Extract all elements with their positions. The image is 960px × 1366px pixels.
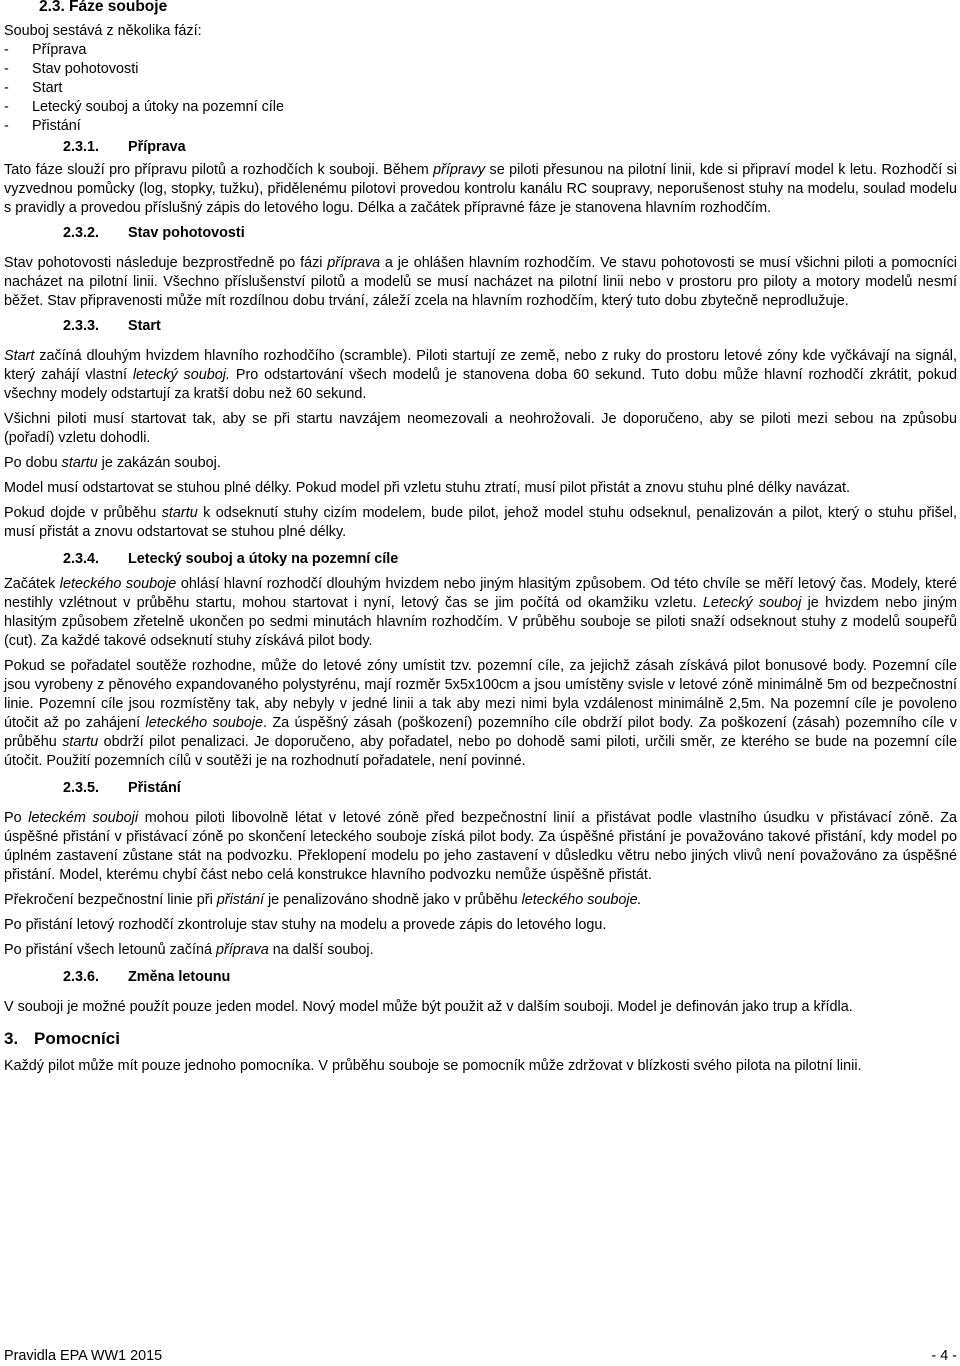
page-footer bbox=[4, 1347, 957, 1366]
subsection-heading-2-3-5: 2.3.5. Přistání bbox=[63, 780, 181, 796]
list-item: - Přistání bbox=[4, 118, 81, 134]
emphasis-text: leteckého souboje. bbox=[521, 892, 642, 908]
emphasis-text: leteckého souboje bbox=[145, 715, 263, 731]
page-number: - 4 - bbox=[931, 1348, 957, 1364]
emphasis-text: příprava bbox=[216, 942, 269, 958]
paragraph: Stav pohotovosti následuje bezprostředně po fázi příprava a je ohlášen hlavním rozhodčím. Ve stavu pohotovosti se musí všichni piloti a pomocníci nacházet na pilotní linii. Všechno příslušenství pilotů a modelů se musí nacházet na pilotní linii nebo v prostoru pro piloty a motory modelů nesmí běžet. Stav připravenosti může mít rozdílnou dobu trvání, záleží zcela na hlavním rozhodčím, který tuto dobu zbytečně neprodlužuje. bbox=[4, 255, 957, 309]
subsection-heading-2-3-6: 2.3.6. Změna letounu bbox=[63, 969, 231, 985]
paragraph: Začátek leteckého souboje ohlásí hlavní rozhodčí dlouhým hvizdem nebo jiným hlasitým způsobem. Od této chvíle se měří letový čas. Modely, které nestihly vzlétnout v průběhu startu, mohou startovat i nyní, letový čas se jim počítá od okamžiku vzletu. Letecký souboj je hvizdem nebo jiným hlasitým způsobem zřetelně ukončen po sedmi minutách hlavním rozhodčím. V průběhu souboje se piloti snaží odseknout stuhy z modelů soupeřů (cut). Za každé takové odseknutí stuhy získává pilot body. bbox=[4, 576, 958, 649]
emphasis-text: startu bbox=[161, 505, 198, 521]
section-heading-2-3 bbox=[4, 0, 957, 16]
subsection-heading-2-3-2: 2.3.2. Stav pohotovosti bbox=[63, 225, 245, 241]
emphasis-text: přistání bbox=[216, 892, 264, 908]
document-page bbox=[4, 0, 957, 1076]
subsection-heading-2-3-3: 2.3.3. Start bbox=[63, 318, 161, 334]
paragraph: Překročení bezpečnostní linie při přistání je penalizováno shodně jako v průběhu leteckého souboje. bbox=[4, 892, 642, 908]
emphasis-text: startu bbox=[61, 455, 98, 471]
paragraph: Pokud se pořadatel soutěže rozhodne, může do letové zóny umístit tzv. pozemní cíle, za jejichž zásah získává pilot bonusové body. Pozemní cíle jsou vyrobeny z pěnového expandovaného polystyrénu, mají rozměr 5x5x100cm a jsou umístěny svisle v letové zóně minimálně 5m od bezpečnostní linie. Pozemní cíle jsou rozmístěny tak, aby nebyly v jedné linii a tak aby mezi nimi byla vzdálenost minimálně 2,5m. Na pozemní cíle je povoleno útočit až po zahájení leteckého souboje. Za úspěšný zásah (poškození) pozemního cíle obdrží pilot body. Za poškození (zásah) pozemního cíle v průběhu startu obdrží pilot penalizaci. Je doporučeno, aby pořadatel, nebo po dohodě sami piloti, určili směr, ze kterého se bude na pozemní cíle útočit. Použití pozemních cílů v soutěži je na rozhodnutí pořadatele, není povinné. bbox=[4, 658, 957, 769]
emphasis-text: leteckém souboji bbox=[28, 810, 139, 826]
subsection-heading-2-3-1: 2.3.1. Příprava bbox=[63, 139, 186, 155]
paragraph: Start začíná dlouhým hvizdem hlavního rozhodčího (scramble). Piloti startují ze země, nebo z ruky do prostoru letové zóny kde vyčkávají na signál, který zahájí vlastní letecký souboj. Pro odstartování všech modelů je stanovena doba 60 sekund. Tuto dobu může hlavní rozhodčí zkrátit, pokud všechny modely odstartují za kratší dobu než 60 sekund. bbox=[4, 348, 958, 402]
phase-list bbox=[4, 41, 957, 136]
footer-document-title: Pravidla EPA WW1 2015 bbox=[4, 1348, 163, 1364]
paragraph: Pokud dojde v průběhu startu k odseknutí stuhy cizím modelem, bude pilot, jehož model stuhu odseknul, penalizován a pilot, který o stuhu přišel, musí přistát a znovu odstartovat se stuhou plné délky. bbox=[4, 505, 957, 540]
paragraph: Po přistání letový rozhodčí zkontroluje stav stuhy na modelu a provede zápis do letového logu. bbox=[4, 917, 607, 933]
paragraph: Tato fáze slouží pro přípravu pilotů a rozhodčích k souboji. Během přípravy se piloti přesunou na pilotní linii, kde si připraví model k letu. Rozhodčí si vyzvednou pomůcky (log, stopky, tužku), přidělenému pilotovi provedou kontrolu kanálu RC soupravy, neporušenost stuhy na modelu, soulad modelu s pravidly a provedou příslušný zápis do letového logu. Délka a začátek přípravné fáze je stanovena hlavním rozhodčím. bbox=[4, 162, 957, 216]
emphasis-text: leteckého souboje bbox=[59, 576, 177, 592]
emphasis-text: Start bbox=[4, 348, 35, 364]
paragraph: V souboji je možné použít pouze jeden model. Nový model může být použit až v dalším souboji. Model je definován jako trup a křídla. bbox=[4, 999, 853, 1015]
paragraph: Po přistání všech letounů začíná příprava na další souboj. bbox=[4, 942, 374, 958]
emphasis-text: příprava bbox=[327, 255, 381, 271]
paragraph: Všichni piloti musí startovat tak, aby se při startu navzájem neomezovali a neohrožovali. Je doporučeno, aby se piloti mezi sebou na způsobu (pořadí) vzletu dohodli. bbox=[4, 411, 957, 446]
paragraph: Model musí odstartovat se stuhou plné délky. Pokud model při vzletu stuhu ztratí, musí pilot přistát a znovu stuhu plné délky navázat. bbox=[4, 480, 851, 496]
emphasis-text: Letecký souboj bbox=[702, 595, 802, 611]
paragraph: Po dobu startu je zakázán souboj. bbox=[4, 455, 221, 471]
section-number: 2.3. bbox=[39, 0, 65, 15]
list-item: - Příprava bbox=[4, 42, 87, 58]
emphasis-text: startu bbox=[62, 734, 99, 750]
list-item: - Letecký souboj a útoky na pozemní cíle bbox=[4, 99, 284, 115]
subsection-heading-2-3-4: 2.3.4. Letecký souboj a útoky na pozemní cíle bbox=[63, 551, 399, 567]
paragraph: Po leteckém souboji mohou piloti libovolně létat v letové zóně před bezpečnostní linií a přistávat podle vlastního úsudku v přistávací zóně. Za úspěšné přistání v přistávací zóně po skončení leteckého souboje získá pilot body. Za úspěšné přistání je považováno takové přistání, kdy model po úplném zastavení zůstane stát na podvozku. Překlopení modelu po jeho zastavení v důsledku větru nebo jiných vlivů není považováno za úspěšné přistání. Model, kterému chybí část nebo celá konstrukce hlavního podvozku nemůže úspěšně přistát. bbox=[4, 810, 957, 883]
list-item: - Stav pohotovosti bbox=[4, 61, 139, 77]
section-title: Fáze souboje bbox=[69, 0, 168, 15]
intro-text: Souboj sestává z několika fází: bbox=[4, 23, 202, 39]
emphasis-text: letecký souboj. bbox=[132, 367, 230, 383]
paragraph: Každý pilot může mít pouze jednoho pomocníka. V průběhu souboje se pomocník může zdržovat v blízkosti svého pilota na pilotní linii. bbox=[4, 1058, 862, 1074]
emphasis-text: přípravy bbox=[433, 162, 486, 178]
section-heading-3: 3. Pomocníci bbox=[4, 1029, 120, 1048]
list-item: - Start bbox=[4, 80, 63, 96]
